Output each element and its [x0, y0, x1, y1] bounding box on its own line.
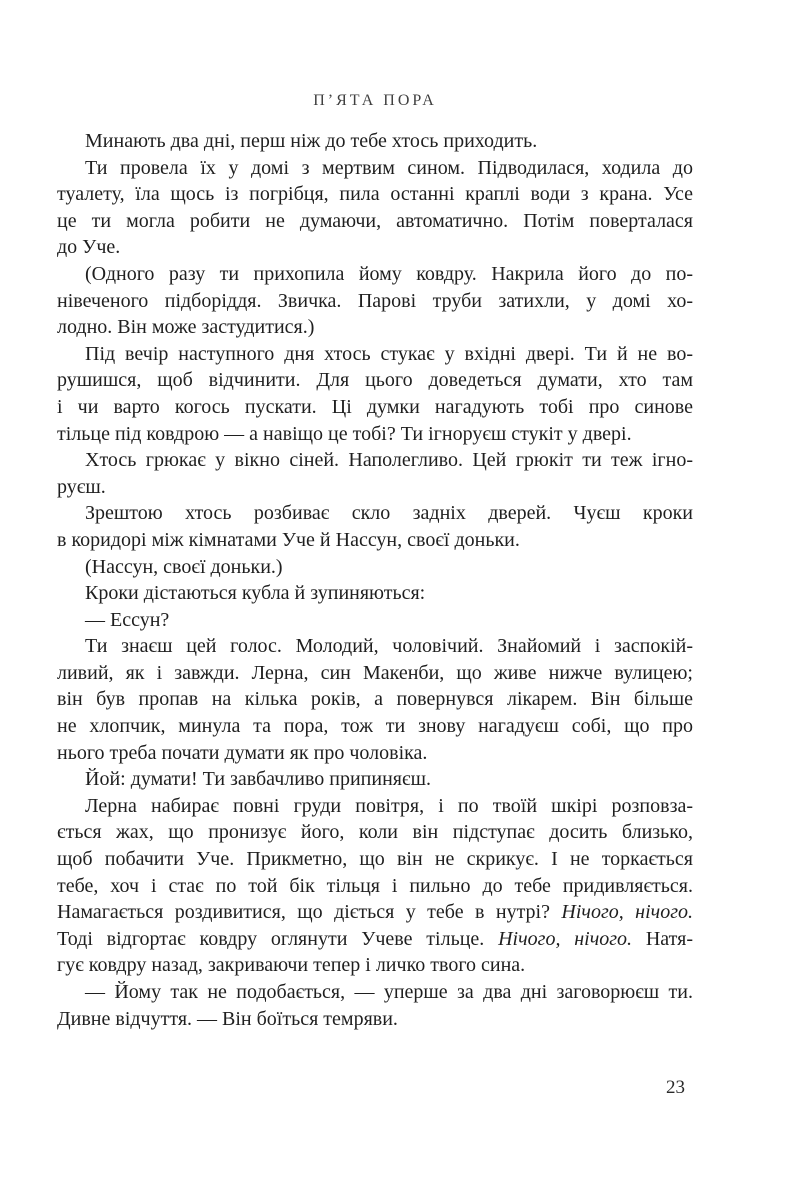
text-line: не хлопчик, минула та пора, тож ти знову нагадуєш собі, що про [57, 715, 693, 738]
text-line: щоб побачити Уче. Прикметно, що він не скрикує. І не торкається [57, 848, 693, 871]
text-line: гує ковдру назад, закриваючи тепер і личко твого сина. [57, 954, 526, 977]
text-line: — Йому так не подобається, — уперше за два дні заговорюєш ти. [85, 981, 693, 1003]
paragraph [57, 341, 693, 447]
text-line: Тоді відгортає ковдру оглянути Учеве тільце. Нічого, нічого. Натя- [57, 927, 694, 950]
text-line: і чи варто когось пускати. Ці думки нагадують тобі про синове [57, 395, 693, 418]
paragraph [57, 155, 693, 261]
text-line: Намагається роздивитися, що діється у тебе в нутрі? Нічого, нічого. [57, 901, 693, 924]
text-line: в коридорі між кімнатами Уче й Нассун, своєї доньки. [57, 528, 520, 551]
text-line: Ти провела їх у домі з мертвим сином. Підводилася, ходила до [85, 156, 693, 179]
text-line: нівеченого підборіддя. Звичка. Парові труби затихли, у домі хо- [57, 289, 693, 312]
text-line: тільце під ковдрою — а навіщо це тобі? Ти ігноруєш стукіт у двері. [57, 422, 632, 445]
text-line: Кроки дістаються кубла й зупиняються: [85, 582, 426, 605]
text-line: Хтось грюкає у вікно сіней. Наполегливо. Цей грюкіт ти теж ігно- [85, 449, 693, 472]
paragraph [57, 554, 693, 581]
text-line: нього треба почати думати як про чоловіка. [57, 741, 428, 764]
paragraph [57, 979, 693, 1032]
running-header: П’ЯТА ПОРА [313, 92, 437, 109]
text-line: — Ессун? [85, 608, 170, 631]
paragraph [57, 580, 693, 607]
page-number: 23 [666, 1077, 685, 1098]
text-line: це ти могла робити не думаючи, автоматично. Потім поверталася [57, 209, 693, 232]
text-line: ливий, як і завжди. Лерна, син Макенби, що живе нижче вулицею; [57, 661, 693, 684]
text-line: (Одного разу ти прихопила йому ковдру. Накрила його до по- [85, 262, 693, 285]
text-line: руєш. [57, 475, 106, 498]
text-line: лодно. Він може застудитися.) [57, 316, 315, 339]
paragraph [57, 766, 693, 793]
text-line: він був пропав на кілька років, а повернувся лікарем. Він більше [57, 688, 693, 711]
paragraph [57, 128, 693, 155]
text-line: Ти знаєш цей голос. Молодий, чоловічий. Знайомий і заспокій- [85, 635, 693, 658]
text-line: тебе, хоч і стає по той бік тільця і пильно до тебе придивляється. [57, 874, 693, 897]
paragraph [57, 793, 693, 979]
paragraph [57, 607, 693, 634]
text-line: туалету, їла щось із погрібця, пила останні краплі води з крана. Усе [57, 183, 693, 206]
text-line: ється жах, що пронизує його, коли він підступає досить близько, [57, 821, 693, 844]
text-line: Минають два дні, перш ніж до тебе хтось приходить. [85, 130, 538, 152]
text-line: до Уче. [57, 236, 121, 259]
paragraph [57, 500, 693, 553]
text-line: (Нассун, своєї доньки.) [85, 555, 283, 578]
text-line: Лерна набирає повні груди повітря, і по твоїй шкірі розповза- [85, 794, 693, 817]
paragraph [57, 633, 693, 766]
text-line: Дивне відчуття. — Він боїться темряви. [57, 1007, 398, 1030]
paragraph [57, 447, 693, 500]
text-line: Зрештою хтось розбиває скло задніх дверей. Чуєш кроки [85, 502, 693, 525]
body-text [57, 128, 693, 1032]
text-line: Під вечір наступного дня хтось стукає у вхідні двері. Ти й не во- [85, 342, 693, 365]
paragraph [57, 261, 693, 341]
text-line: Йой: думати! Ти завбачливо припиняєш. [85, 768, 431, 791]
text-line: рушишся, щоб відчинити. Для цього доведеться думати, хто там [57, 369, 693, 392]
